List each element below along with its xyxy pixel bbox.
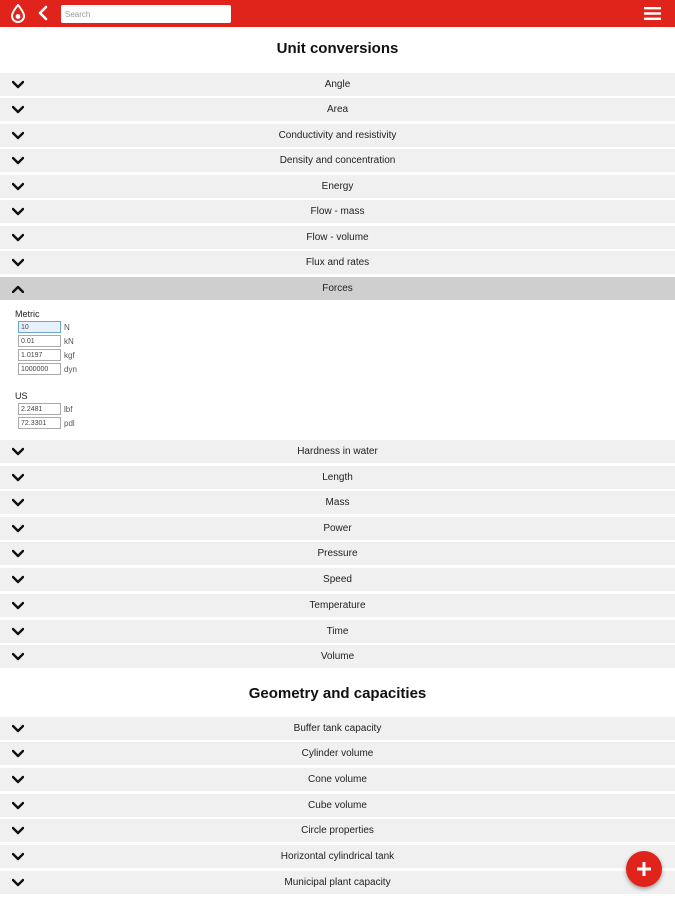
accordion-pressure[interactable]: [0, 542, 675, 565]
accordion-label: Area: [326, 104, 349, 115]
accordion-flux-and-rates[interactable]: [0, 251, 675, 274]
accordion-hardness-in-water[interactable]: [0, 440, 675, 463]
forces-field-dyn: [18, 363, 77, 375]
accordion-flow-mass[interactable]: [0, 200, 675, 223]
accordion-flow-volume[interactable]: [0, 226, 675, 249]
accordion-municipal-plant-capacity[interactable]: [0, 871, 675, 894]
accordion-cone-volume[interactable]: [0, 768, 675, 791]
accordion-label: Temperature: [309, 600, 366, 611]
accordion-label: Forces: [322, 283, 353, 294]
accordion-label: Power: [323, 523, 352, 534]
chevron-down-icon: [12, 207, 24, 216]
forces-field-n: [18, 321, 70, 333]
accordion-label: Time: [326, 626, 349, 637]
accordion-label: Volume: [320, 651, 355, 662]
hamburger-menu-icon[interactable]: [643, 5, 662, 22]
chevron-down-icon: [12, 447, 24, 456]
chevron-down-icon: [12, 156, 24, 165]
chevron-down-icon: [12, 627, 24, 636]
force-n-input[interactable]: [18, 321, 61, 333]
chevron-down-icon: [12, 182, 24, 191]
accordion-label: Conductivity and resistivity: [278, 130, 397, 141]
accordion-buffer-tank-capacity[interactable]: [0, 717, 675, 740]
accordion-label: Energy: [321, 181, 354, 192]
accordion-power[interactable]: [0, 517, 675, 540]
accordion-angle[interactable]: [0, 73, 675, 96]
accordion-time[interactable]: [0, 620, 675, 643]
unit-label: dyn: [64, 364, 77, 374]
app-header: [0, 0, 675, 27]
chevron-down-icon: [12, 473, 24, 482]
accordion-label: Cube volume: [308, 800, 367, 811]
plus-icon: [636, 861, 652, 877]
accordion-density-and-concentration[interactable]: [0, 149, 675, 172]
accordion-label: Mass: [325, 497, 350, 508]
us-group-label: US: [15, 391, 28, 401]
accordion-label: Flow - volume: [306, 232, 369, 243]
force-lbf-input[interactable]: [18, 403, 61, 415]
accordion-label: Cylinder volume: [301, 748, 374, 759]
chevron-down-icon: [12, 852, 24, 861]
section-title-geometry: Geometry and capacities: [248, 685, 427, 702]
chevron-down-icon: [12, 724, 24, 733]
accordion-label: Speed: [323, 574, 352, 585]
accordion-label: Flow - mass: [310, 206, 365, 217]
accordion-mass[interactable]: [0, 491, 675, 514]
chevron-down-icon: [12, 258, 24, 267]
accordion-label: Municipal plant capacity: [284, 877, 391, 888]
chevron-down-icon: [12, 801, 24, 810]
force-kgf-input[interactable]: [18, 349, 61, 361]
accordion-label: Length: [322, 472, 353, 483]
accordion-label: Flux and rates: [305, 257, 370, 268]
chevron-down-icon: [12, 878, 24, 887]
accordion-volume[interactable]: [0, 645, 675, 668]
unit-label: lbf: [64, 404, 73, 414]
unit-label: N: [64, 322, 70, 332]
force-dyn-input[interactable]: [18, 363, 61, 375]
accordion-area[interactable]: [0, 98, 675, 121]
section-title-unit-conversions: Unit conversions: [276, 40, 399, 57]
force-kn-input[interactable]: [18, 335, 61, 347]
search-input[interactable]: [61, 5, 231, 23]
flame-drop-icon[interactable]: [9, 4, 27, 23]
accordion-label: Hardness in water: [297, 446, 378, 457]
chevron-down-icon: [12, 749, 24, 758]
forces-field-kgf: [18, 349, 75, 361]
chevron-down-icon: [12, 826, 24, 835]
forces-field-kn: [18, 335, 74, 347]
chevron-left-icon[interactable]: [36, 4, 50, 22]
chevron-down-icon: [12, 775, 24, 784]
forces-field-pdl: [18, 417, 75, 429]
accordion-circle-properties[interactable]: [0, 819, 675, 842]
forces-panel: [0, 301, 675, 439]
chevron-down-icon: [12, 105, 24, 114]
chevron-down-icon: [12, 233, 24, 242]
chevron-down-icon: [12, 575, 24, 584]
accordion-speed[interactable]: [0, 568, 675, 591]
accordion-label: Density and concentration: [279, 155, 396, 166]
chevron-down-icon: [12, 498, 24, 507]
chevron-down-icon: [12, 549, 24, 558]
accordion-cube-volume[interactable]: [0, 794, 675, 817]
accordion-forces[interactable]: [0, 277, 675, 300]
accordion-label: Angle: [324, 79, 351, 90]
accordion-label: Horizontal cylindrical tank: [280, 851, 395, 862]
accordion-label: Cone volume: [308, 774, 367, 785]
accordion-conductivity-and-resistivity[interactable]: [0, 124, 675, 147]
accordion-energy[interactable]: [0, 175, 675, 198]
unit-label: kN: [64, 336, 74, 346]
chevron-down-icon: [12, 131, 24, 140]
accordion-length[interactable]: [0, 466, 675, 489]
add-button[interactable]: [626, 851, 662, 887]
force-pdl-input[interactable]: [18, 417, 61, 429]
accordion-label: Pressure: [317, 548, 358, 559]
chevron-down-icon: [12, 652, 24, 661]
accordion-label: Buffer tank capacity: [293, 723, 382, 734]
accordion-cylinder-volume[interactable]: [0, 742, 675, 765]
unit-label: kgf: [64, 350, 75, 360]
chevron-down-icon: [12, 80, 24, 89]
metric-group-label: Metric: [15, 309, 40, 319]
chevron-up-icon: [12, 284, 24, 293]
unit-label: pdl: [64, 418, 75, 428]
accordion-temperature[interactable]: [0, 594, 675, 617]
accordion-label: Circle properties: [301, 825, 374, 836]
chevron-down-icon: [12, 524, 24, 533]
chevron-down-icon: [12, 601, 24, 610]
forces-field-lbf: [18, 403, 72, 415]
accordion-horizontal-cylindrical-tank[interactable]: [0, 845, 675, 868]
